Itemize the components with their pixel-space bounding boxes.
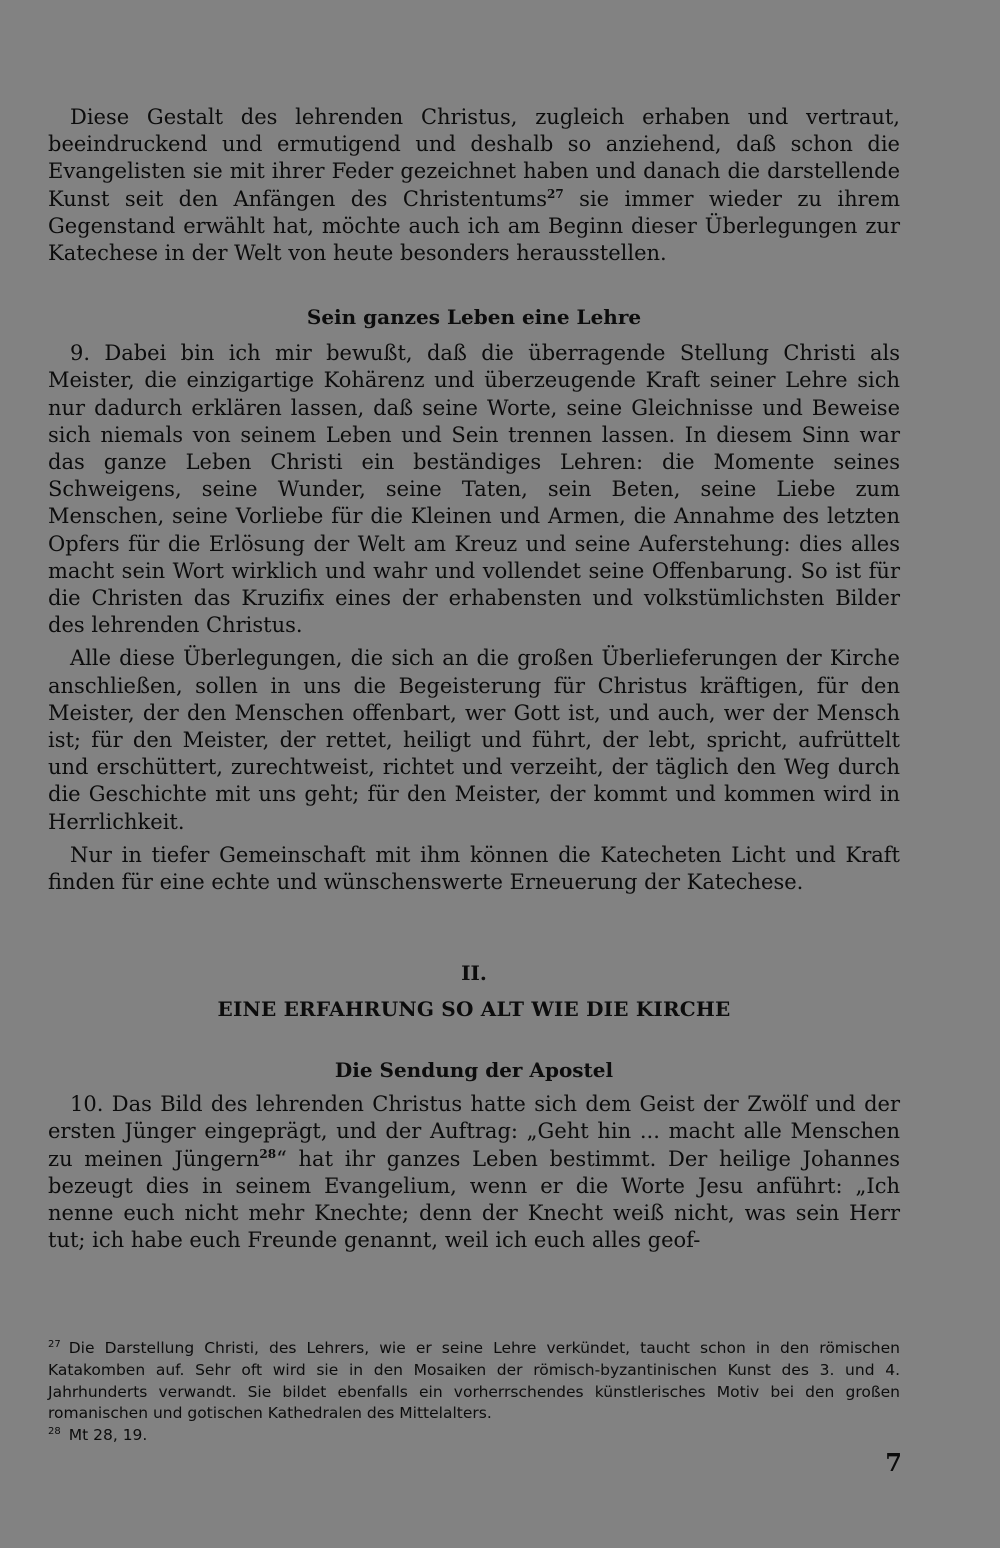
chapter-title: EINE ERFAHRUNG SO ALT WIE DIE KIRCHE bbox=[217, 997, 731, 1022]
footnotes bbox=[48, 1338, 900, 1447]
section-heading-life-teaching: Sein ganzes Leben eine Lehre bbox=[306, 305, 642, 330]
paragraph-reflections: Alle diese Überlegungen, die sich an die großen Überlieferungen der Kirche anschließen, sollen in uns die Begeisterung für Christus kräftigen, für den Meister, der den Menschen offenbart, wer Gott ist, und auch, wer der Mensch ist; für den Meister, der rettet, heiligt und führt, der lebt, spricht, aufrüttelt und erschüttert, zurechtweist, richtet und verzeiht, der täglich den Weg durch die Geschichte mit uns geht; für den Meister, der kommt und kommen wird in Herrlichkeit. bbox=[48, 646, 900, 834]
chapter-number: II. bbox=[461, 961, 487, 986]
footnote-mark: 28 bbox=[48, 1426, 61, 1438]
paragraph-10: 10. Das Bild des lehrenden Christus hatte sich dem Geist der Zwölf und der ersten Jünger eingeprägt, und der Auftrag: „Geht hin ... macht alle Menschen zu meinen Jüngern$^{28}$“ hat ihr ganzes Leben bestimmt. Der heilige Johannes bezeugt dies in seinem Evangelium, wenn er die Worte Jesu anführt: „Ich nenne euch nicht mehr Knechte; denn der Knecht weiß nicht, was sein Herr tut; ich habe euch Freunde genannt, weil ich euch alles geof- bbox=[48, 1092, 900, 1253]
paragraph-communion: Nur in tiefer Gemeinschaft mit ihm können die Katecheten Licht und Kraft finden für eine echte und wünschenswerte Erneuerung der Katechese. bbox=[48, 842, 900, 895]
footnote-mark: 27 bbox=[48, 1338, 61, 1350]
footnote-ref-27: 27 bbox=[547, 186, 564, 201]
section-heading-apostles: Die Sendung der Apostel bbox=[334, 1058, 614, 1083]
footnote-27: $^{27}$ Die Darstellung Christi, des Lehrers, wie er seine Lehre verkündet, taucht schon in den römischen Katakomben auf. Sehr oft wird sie in den Mosaiken der römisch-byzantinischen Kunst des 3. und 4. Jahrhunderts verwandt. Sie bildet ebenfalls ein vorherrschendes künstlerisches Motiv bei den großen romanischen und gotischen Kathedralen des Mittelalters. bbox=[48, 1338, 900, 1423]
paragraph-9: 9. Dabei bin ich mir bewußt, daß die überragende Stellung Christi als Meister, die einzigartige Kohärenz und überzeugende Kraft seiner Lehre sich nur dadurch erklären lassen, daß seine Worte, seine Gleichnisse und Beweise sich niemals von seinem Leben und Sein trennen lassen. In diesem Sinn war das ganze Leben Christi ein beständiges Lehren: die Momente seines Schweigens, seine Wunder, seine Taten, sein Beten, seine Liebe zum Menschen, seine Vorliebe für die Kleinen und Armen, die Annahme des letzten Opfers für die Erlösung der Welt am Kreuz und seine Auferstehung: dies alles macht sein Wort wirklich und wahr und vollendet seine Offenbarung. So ist für die Christen das Kruzifix eines der erhabensten und volkstümlichsten Bilder des lehrenden Christus. bbox=[48, 341, 900, 638]
intro-paragraph: Diese Gestalt des lehrenden Christus, zugleich erhaben und vertraut, beeindruckend und ermutigend und deshalb so anziehend, daß schon die Evangelisten sie mit ihrer Feder gezeichnet haben und danach die darstellende Kunst seit den Anfängen des Christentums$^{27}$ sie immer wieder zu ihrem Gegenstand erwählt hat, möchte auch ich am Beginn dieser Überlegungen zur Katechese in der Welt von heute besonders herausstellen. bbox=[48, 105, 900, 266]
page-body bbox=[48, 104, 900, 1255]
footnote-ref-28: 28 bbox=[259, 1146, 277, 1161]
footnote-28: $^{28}$ Mt 28, 19. bbox=[48, 1426, 148, 1445]
page-number: 7 bbox=[885, 1448, 902, 1477]
